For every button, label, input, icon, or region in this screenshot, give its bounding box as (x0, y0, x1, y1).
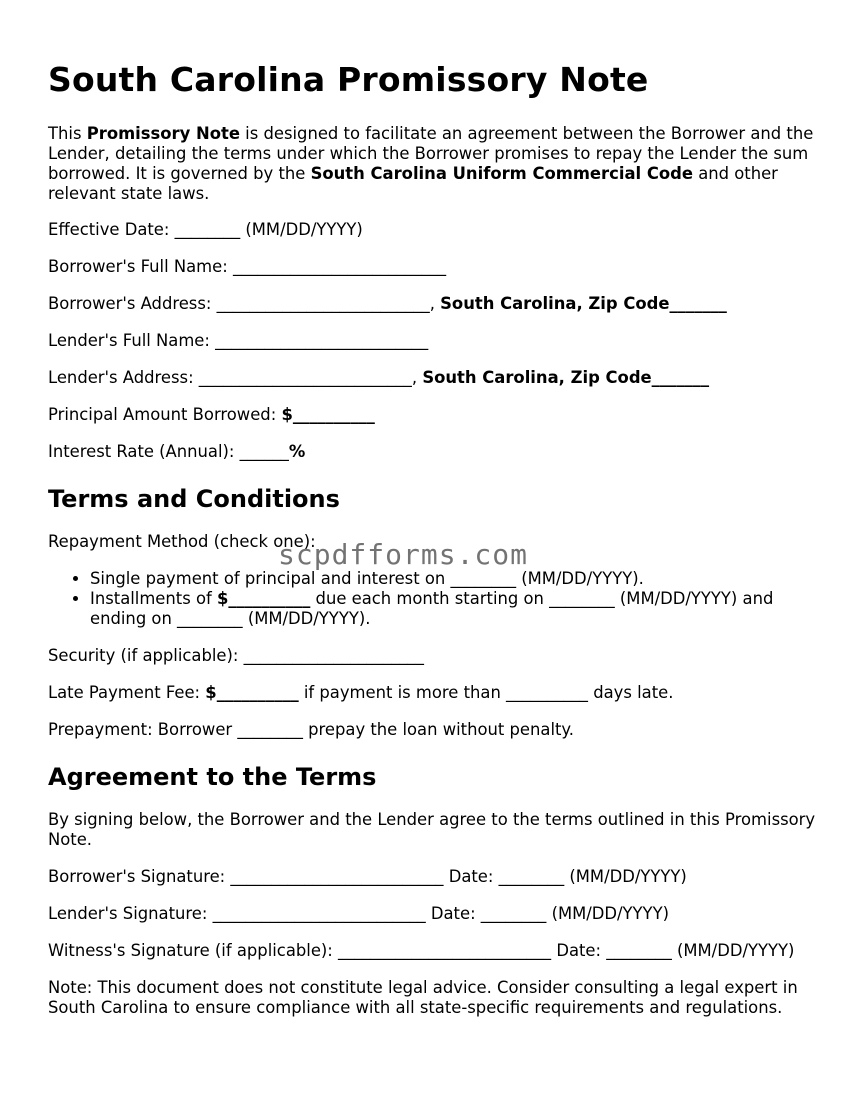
interest-label: Interest Rate (Annual): ______ (48, 442, 289, 461)
borrower-address-state: South Carolina, Zip Code_______ (440, 294, 727, 313)
intro-text-2: is designed to facilitate an agreement between the Borrower and the Lender, detailing the terms under which the Borrower promises to repay the Lender the sum borrowed. It is governed by the (48, 124, 814, 183)
document-title: South Carolina Promissory Note (48, 60, 649, 99)
interest-percent: % (288, 442, 306, 461)
installments-detail: due each month starting on ________ (MM/DD/YYYY) and ending on ________ (MM/DD/YYYY). (90, 589, 774, 628)
lender-address-state: South Carolina, Zip Code_______ (422, 368, 710, 387)
late-fee-label: Late Payment Fee: (48, 683, 206, 702)
witness-signature-field[interactable]: Witness's Signature (if applicable): __________________________ Date: ________ (MM/DD/YYYY) (48, 941, 795, 960)
principal-label: Principal Amount Borrowed: (48, 405, 282, 424)
borrower-name-field[interactable]: Borrower's Full Name: __________________________ (48, 257, 447, 276)
disclaimer-note: Note: This document does not constitute legal advice. Consider consulting a legal expert in South Carolina to ensure compliance with all state-specific requirements and regulations. (48, 978, 798, 1017)
intro-text-1: This (48, 124, 87, 143)
late-fee-detail: if payment is more than __________ days late. (298, 683, 674, 702)
principal-amount-field[interactable] (48, 405, 818, 425)
borrower-address-label: Borrower's Address: __________________________, (48, 294, 441, 313)
prepayment-field[interactable]: Prepayment: Borrower ________ prepay the loan without penalty. (48, 720, 575, 739)
borrower-address-field[interactable] (48, 294, 818, 314)
repayment-options-list (48, 569, 818, 629)
late-fee-blank: $__________ (205, 683, 299, 702)
document-page (48, 60, 818, 1035)
installments-label: Installments of (90, 589, 217, 608)
intro-text-3: and other relevant state laws. (48, 164, 778, 203)
borrower-signature-field[interactable]: Borrower's Signature: __________________________ Date: ________ (MM/DD/YYYY) (48, 867, 687, 886)
intro-paragraph (48, 124, 818, 204)
agreement-heading: Agreement to the Terms (48, 763, 377, 791)
installments-amount-blank: $__________ (216, 589, 311, 608)
watermark: scpdfforms.com (278, 538, 529, 571)
agreement-text: By signing below, the Borrower and the Lender agree to the terms outlined in this Promissory Note. (48, 810, 816, 849)
intro-bold-2: South Carolina Uniform Commercial Code (310, 164, 693, 183)
repayment-method-label: Repayment Method (check one): (48, 532, 316, 551)
terms-heading: Terms and Conditions (48, 485, 340, 513)
principal-blank: $__________ (281, 405, 375, 424)
interest-rate-field[interactable] (48, 442, 818, 462)
security-field[interactable]: Security (if applicable): ______________________ (48, 646, 424, 665)
effective-date-field[interactable]: Effective Date: ________ (MM/DD/YYYY) (48, 220, 363, 239)
repayment-option-single[interactable]: • Single payment of principal and interest on ________ (MM/DD/YYYY). (90, 569, 818, 589)
lender-name-field[interactable]: Lender's Full Name: __________________________ (48, 331, 429, 350)
lender-address-label: Lender's Address: __________________________, (48, 368, 423, 387)
repayment-option-installments[interactable] (90, 589, 818, 629)
intro-bold-1: Promissory Note (86, 124, 240, 143)
lender-signature-field[interactable]: Lender's Signature: __________________________ Date: ________ (MM/DD/YYYY) (48, 904, 669, 923)
late-fee-field[interactable] (48, 683, 818, 703)
lender-address-field[interactable] (48, 368, 818, 388)
